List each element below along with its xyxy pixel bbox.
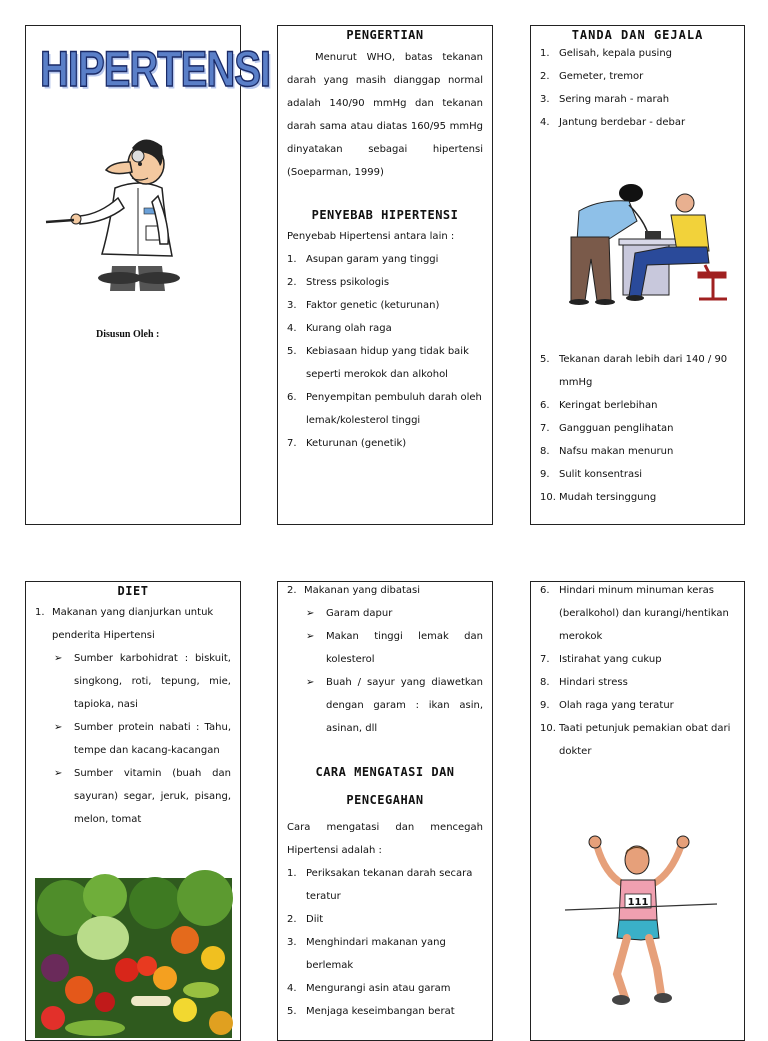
pengertian-title: PENGERTIAN bbox=[346, 28, 424, 42]
penyebab-item bbox=[287, 317, 483, 340]
tanda-item bbox=[540, 65, 735, 88]
tanda-item-text: Gemeter, tremor bbox=[559, 71, 644, 82]
lanjutan-item-number: 9. bbox=[540, 700, 550, 711]
penyebab-item-number: 5. bbox=[287, 346, 297, 357]
tanda-list-a bbox=[540, 42, 735, 134]
lanjutan-item-number: 10. bbox=[540, 723, 556, 734]
tanda-item-number: 5. bbox=[540, 354, 550, 365]
mengatasi-item bbox=[287, 908, 483, 931]
mengatasi-item-number: 5. bbox=[287, 1006, 297, 1017]
penyebab-item-text: Penyempitan pembuluh darah oleh lemak/kolesterol tinggi bbox=[306, 392, 482, 426]
mengatasi-intro: Cara mengatasi dan mencegah Hipertensi adalah : bbox=[287, 822, 483, 856]
mengatasi-item-number: 2. bbox=[287, 914, 297, 925]
tanda-item-text: Sering marah - marah bbox=[559, 94, 670, 105]
tanda-item-text: Keringat berlebihan bbox=[559, 400, 658, 411]
penyebab-list bbox=[287, 248, 483, 455]
mengatasi-item bbox=[287, 931, 483, 977]
lanjutan-item bbox=[540, 694, 735, 717]
tanda-item-text: Mudah tersinggung bbox=[559, 492, 657, 503]
dibatasi-number: 2. bbox=[287, 585, 297, 596]
mengatasi-item-text: Diit bbox=[306, 914, 324, 925]
tanda-item-text: Nafsu makan menurun bbox=[559, 446, 674, 457]
tanda-item bbox=[540, 348, 735, 394]
lanjutan-panel bbox=[530, 581, 745, 1041]
hipertensi-logo: HIPERTENSI bbox=[40, 42, 271, 98]
penyebab-item bbox=[287, 248, 483, 271]
lanjutan-item bbox=[540, 579, 735, 648]
dibatasi-sub-item: ➢ Garam dapur bbox=[304, 602, 483, 625]
tanda-item-text: Jantung berdebar - debar bbox=[559, 117, 686, 128]
lanjutan-item-number: 8. bbox=[540, 677, 550, 688]
lanjutan-item-number: 7. bbox=[540, 654, 550, 665]
pengertian-panel bbox=[277, 25, 493, 525]
tanda-item-number: 10. bbox=[540, 492, 556, 503]
diet-sub-list bbox=[52, 647, 231, 831]
mengatasi-item-number: 3. bbox=[287, 937, 297, 948]
mengatasi-item-number: 1. bbox=[287, 868, 297, 879]
penyebab-item-number: 6. bbox=[287, 392, 297, 403]
tanda-item-number: 9. bbox=[540, 469, 550, 480]
mengatasi-title-line2: PENCEGAHAN bbox=[346, 793, 424, 807]
tanda-item-number: 2. bbox=[540, 71, 550, 82]
lanjutan-item-text: Istirahat yang cukup bbox=[559, 654, 662, 665]
mengatasi-item bbox=[287, 977, 483, 1000]
penyebab-item-number: 7. bbox=[287, 438, 297, 449]
penyebab-item bbox=[287, 432, 483, 455]
penyebab-item-number: 2. bbox=[287, 277, 297, 288]
lanjutan-list bbox=[540, 579, 735, 763]
mengatasi-item-text: Menjaga keseimbangan berat bbox=[306, 1006, 455, 1017]
tanda-item-text: Gelisah, kepala pusing bbox=[559, 48, 672, 59]
tanda-item-number: 3. bbox=[540, 94, 550, 105]
mengatasi-item-text: Mengurangi asin atau garam bbox=[306, 983, 451, 994]
mengatasi-item-text: Periksakan tekanan darah secara teratur bbox=[306, 868, 473, 902]
tanda-list-b bbox=[540, 348, 735, 509]
penyebab-item-text: Asupan garam yang tinggi bbox=[306, 254, 439, 265]
lanjutan-item bbox=[540, 671, 735, 694]
penyebab-item-text: Stress psikologis bbox=[306, 277, 390, 288]
tanda-item-text: Sulit konsentrasi bbox=[559, 469, 643, 480]
tanda-item-number: 8. bbox=[540, 446, 550, 457]
dibatasi-sub-item: ➢ Makan tinggi lemak dan kolesterol bbox=[304, 625, 483, 671]
penyebab-item-text: Kurang olah raga bbox=[306, 323, 392, 334]
diet-item-1-number: 1. bbox=[35, 607, 45, 618]
doctor-icon bbox=[40, 126, 200, 286]
compiled-by-label: Disusun Oleh : bbox=[96, 329, 160, 340]
runner-icon bbox=[561, 834, 721, 1014]
dibatasi-sub-item: ➢ Buah / sayur yang diawetkan dengan garam : ikan asin, asinan, dll bbox=[304, 671, 483, 740]
blood-pressure-check-icon bbox=[549, 181, 729, 306]
penyebab-intro: Penyebab Hipertensi antara lain : bbox=[287, 231, 455, 242]
penyebab-item-number: 3. bbox=[287, 300, 297, 311]
penyebab-item-text: Faktor genetic (keturunan) bbox=[306, 300, 440, 311]
diet-sub-item: ➢ Sumber vitamin (buah dan sayuran) segar, jeruk, pisang, melon, tomat bbox=[52, 762, 231, 831]
tanda-item bbox=[540, 463, 735, 486]
penyebab-item-text: Keturunan (genetik) bbox=[306, 438, 407, 449]
dibatasi-text: Makanan yang dibatasi bbox=[304, 585, 421, 596]
penyebab-item-number: 4. bbox=[287, 323, 297, 334]
runner-bib-number: 111 bbox=[627, 897, 649, 908]
tanda-item-number: 6. bbox=[540, 400, 550, 411]
lanjutan-item-text: Hindari minum minuman keras (beralkohol) dan kurangi/hentikan merokok bbox=[559, 585, 729, 642]
penyebab-item-number: 1. bbox=[287, 254, 297, 265]
tanda-item bbox=[540, 394, 735, 417]
tanda-item-number: 7. bbox=[540, 423, 550, 434]
tanda-item bbox=[540, 417, 735, 440]
lanjutan-item-text: Taati petunjuk pemakian obat dari dokter bbox=[559, 723, 731, 757]
tanda-item-text: Tekanan darah lebih dari 140 / 90 mmHg bbox=[559, 354, 728, 388]
tanda-item bbox=[540, 486, 735, 509]
mengatasi-item-text: Menghindari makanan yang berlemak bbox=[306, 937, 446, 971]
cover-panel bbox=[25, 25, 271, 525]
tanda-title: TANDA DAN GEJALA bbox=[571, 28, 704, 42]
tanda-item-text: Gangguan penglihatan bbox=[559, 423, 674, 434]
penyebab-item-text: Kebiasaan hidup yang tidak baik seperti merokok dan alkohol bbox=[306, 346, 469, 380]
tanda-item-number: 1. bbox=[540, 48, 550, 59]
vegetables-image bbox=[35, 878, 232, 1038]
penyebab-title: PENYEBAB HIPERTENSI bbox=[311, 208, 459, 222]
diet-sub-item: ➢ Sumber protein nabati : Tahu, tempe dan kacang-kacangan bbox=[52, 716, 231, 762]
pengertian-paragraph: Menurut WHO, batas tekanan darah yang masih dianggap normal adalah 140/90 mmHg dan tekanan darah sama atau diatas 160/95 mmHg dinyatakan sebagai hipertensi (Soeparman, 1999) bbox=[287, 52, 483, 178]
diet-item-1-text: Makanan yang dianjurkan untuk penderita Hipertensi bbox=[52, 607, 214, 641]
mengatasi-title-line1: CARA MENGATASI DAN bbox=[315, 765, 455, 779]
penyebab-item bbox=[287, 340, 483, 386]
lanjutan-item-text: Olah raga yang teratur bbox=[559, 700, 674, 711]
mengatasi-list bbox=[287, 862, 483, 1023]
penyebab-item bbox=[287, 386, 483, 432]
tanda-item-number: 4. bbox=[540, 117, 550, 128]
tanda-item bbox=[540, 42, 735, 65]
diet-title: DIET bbox=[117, 584, 149, 598]
diet-sub-item: ➢ Sumber karbohidrat : biskuit, singkong, roti, tepung, mie, tapioka, nasi bbox=[52, 647, 231, 716]
lanjutan-item bbox=[540, 717, 735, 763]
tanda-item bbox=[540, 440, 735, 463]
mengatasi-item bbox=[287, 862, 483, 908]
penyebab-item bbox=[287, 271, 483, 294]
tanda-item bbox=[540, 88, 735, 111]
lanjutan-item-number: 6. bbox=[540, 585, 550, 596]
lanjutan-item-text: Hindari stress bbox=[559, 677, 628, 688]
diet-item-1 bbox=[35, 601, 231, 831]
lanjutan-item bbox=[540, 648, 735, 671]
tanda-panel bbox=[530, 25, 745, 525]
mengatasi-panel bbox=[277, 581, 493, 1041]
mengatasi-item-number: 4. bbox=[287, 983, 297, 994]
diet-panel bbox=[25, 581, 241, 1041]
penyebab-item bbox=[287, 294, 483, 317]
dibatasi-sub-list bbox=[304, 602, 483, 740]
dibatasi-item bbox=[287, 579, 483, 740]
tanda-item bbox=[540, 111, 735, 134]
mengatasi-item bbox=[287, 1000, 483, 1023]
